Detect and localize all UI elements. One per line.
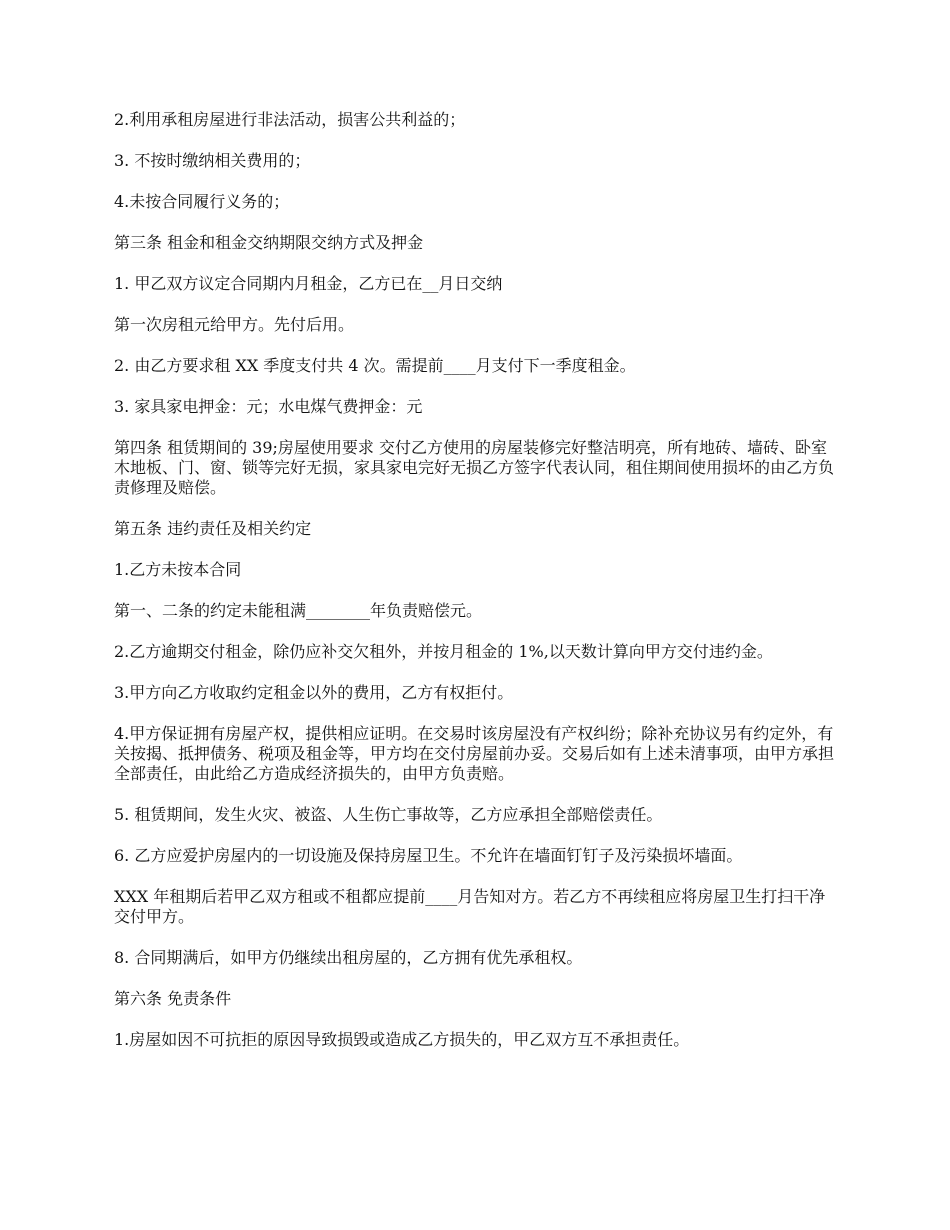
article-6-heading: 第六条 免责条件 [114, 989, 232, 1008]
article-3-item-1: 1. 甲乙双方议定合同期内月租金，乙方已在__月日交纳 [114, 274, 503, 293]
article-5-item-3: 3.甲方向乙方收取约定租金以外的费用，乙方有权拒付。 [114, 683, 514, 702]
clause-3-late-fees: 3. 不按时缴纳相关费用的； [114, 151, 311, 170]
article-5-item-4: 4.甲方保证拥有房屋产权，提供相应证明。在交易时该房屋没有产权纠纷；除补充协议另有约定外，有关按揭、抵押债务、税项及租金等，甲方均在交付房屋前办妥。交易后如有上述未清事项，由甲方承担全部责任，由此给乙方造成经济损失的，由甲方负责赔。 [114, 724, 835, 783]
article-4-text: 第四条 租赁期间的 39;房屋使用要求 交付乙方使用的房屋装修完好整洁明亮，所有地砖、墙砖、卧室木地板、门、窗、锁等完好无损，家具家电完好无损乙方签字代表认同，租住期间使用损坏的由乙方负责修理及赔偿。 [114, 438, 835, 497]
article-5-item-7: XXX 年租期后若甲乙双方租或不租都应提前____月告知对方。若乙方不再续租应将房屋卫生打扫干净交付甲方。 [114, 887, 826, 926]
article-5-item-5: 5. 租赁期间，发生火灾、被盗、人生伤亡事故等，乙方应承担全部赔偿责任。 [114, 805, 663, 824]
clause-4-obligations: 4.未按合同履行义务的； [114, 192, 290, 211]
article-5-item-6: 6. 乙方应爱护房屋内的一切设施及保持房屋卫生。不允许在墙面钉钉子及污染损坏墙面。 [114, 846, 743, 865]
article-3-first-rent: 第一次房租元给甲方。先付后用。 [114, 315, 355, 334]
article-5-heading: 第五条 违约责任及相关约定 [114, 519, 312, 538]
article-5-item-1-cont: 第一、二条的约定未能租满________年负责赔偿元。 [114, 601, 483, 620]
article-3-item-2: 2. 由乙方要求租 XX 季度支付共 4 次。需提前____月支付下一季度租金。 [114, 356, 636, 375]
document-body [114, 110, 840, 1071]
article-6-item-1: 1.房屋如因不可抗拒的原因导致损毁或造成乙方损失的，甲乙双方互不承担责任。 [114, 1030, 690, 1049]
article-5-item-2: 2.乙方逾期交付租金，除仍应补交欠租外，并按月租金的 1%,以天数计算向甲方交付违约金。 [114, 642, 773, 661]
article-5-item-1: 1.乙方未按本合同 [114, 560, 242, 579]
article-5-item-8: 8. 合同期满后，如甲方仍继续出租房屋的，乙方拥有优先承租权。 [114, 948, 583, 967]
article-3-heading: 第三条 租金和租金交纳期限交纳方式及押金 [114, 233, 424, 252]
clause-2-illegal-activity: 2.利用承租房屋进行非法活动，损害公共利益的； [114, 110, 466, 129]
article-3-item-3: 3. 家具家电押金：元；水电煤气费押金：元 [114, 397, 423, 416]
